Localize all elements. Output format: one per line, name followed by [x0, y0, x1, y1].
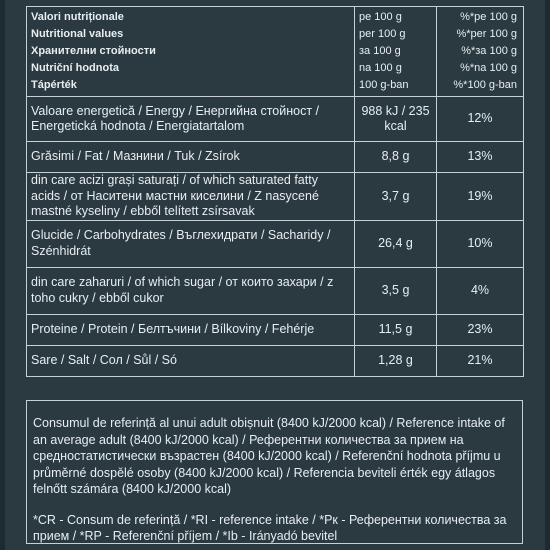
footnote-box — [26, 400, 523, 544]
nutrient-ri-protein: 23% — [437, 314, 524, 345]
nutrient-label-saturates: din care acizi grași saturați / of which saturated fatty acids / от Наситени мастни киселини / Z nasycené mastné kyseliny / ebből telített zsírsavak — [27, 173, 355, 221]
header-ri-hu: %*100 g-ban — [453, 79, 517, 91]
nutrient-ri-energy: 12% — [437, 97, 524, 142]
header-per-cz: na 100 g — [359, 62, 402, 74]
header-nutrient-names — [27, 7, 355, 97]
header-per-100g — [355, 7, 437, 97]
nutrient-value-carbohydrates: 26,4 g — [355, 220, 437, 267]
header-name-ro: Valori nutriționale — [31, 11, 124, 23]
header-per-ro: pe 100 g — [359, 11, 402, 23]
header-ri-cz: %*na 100 g — [460, 62, 517, 74]
header-name-hu: Tápérték — [31, 79, 77, 91]
nutrient-label-carbohydrates: Glucide / Carbohydrates / Въглехидрати / Sacharidy / Szénhidrát — [27, 220, 355, 267]
nutrient-ri-carbohydrates: 10% — [437, 220, 524, 267]
header-ri-en: %*per 100 g — [456, 28, 517, 40]
nutrient-ri-sugar: 4% — [437, 267, 524, 314]
table-row — [27, 142, 524, 173]
nutrient-ri-saturates: 19% — [437, 173, 524, 221]
header-per-en: per 100 g — [359, 28, 406, 40]
table-row — [27, 173, 524, 221]
header-per-bg: за 100 g — [359, 45, 401, 57]
header-name-bg: Хранителни стойности — [31, 45, 156, 57]
header-ri-bg: %*за 100 g — [461, 45, 517, 57]
header-name-cz: Nutriční hodnota — [31, 62, 119, 74]
table-row — [27, 220, 524, 267]
abbreviation-legend: *CR - Consum de referință / *RI - reference intake / *Рк - Референтни количества за прием / *RP - Referenční příjem / *Ib - Irányadó bevitel — [33, 512, 507, 543]
nutrient-label-energy: Valoare energetică / Energy / Енергийна стойност / Energetická hodnota / Energiatartalom — [27, 97, 355, 142]
nutrient-value-salt: 1,28 g — [355, 345, 437, 376]
nutrient-value-energy: 988 kJ / 235 kcal — [355, 97, 437, 142]
header-per-hu: 100 g-ban — [359, 79, 409, 91]
nutrition-table — [26, 6, 524, 377]
header-reference-intake — [437, 7, 524, 97]
nutrient-value-sugar: 3,5 g — [355, 267, 437, 314]
table-header-row — [27, 7, 524, 97]
nutrient-label-fat: Grăsimi / Fat / Мазнини / Tuk / Zsírok — [27, 142, 355, 173]
nutrient-value-protein: 11,5 g — [355, 314, 437, 345]
nutrient-label-protein: Proteine / Protein / Белтъчини / Bílkoviny / Fehérje — [27, 314, 355, 345]
nutrient-ri-fat: 13% — [437, 142, 524, 173]
table-row — [27, 314, 524, 345]
nutrient-ri-salt: 21% — [437, 345, 524, 376]
header-ri-ro: %*pe 100 g — [460, 11, 517, 23]
nutrient-label-salt: Sare / Salt / Сол / Sůl / Só — [27, 345, 355, 376]
nutrient-value-fat: 8,8 g — [355, 142, 437, 173]
table-row — [27, 97, 524, 142]
nutrient-label-sugar: din care zaharuri / of which sugar / от които захари / z toho cukry / ebből cukor — [27, 267, 355, 314]
reference-intake-note: Consumul de referință al unui adult obișnuit (8400 kJ/2000 kcal) / Reference intake of an average adult (8400 kJ/2000 kcal) / Референтни количества за прием на средностатистически възрастен (8400 kJ/2000 kcal) / Referenční hodnota příjmu u průměrné dospělé osoby (8400 kJ/2000 kcal) / Referencia beviteli érték egy átlagos felnőtt számára (8400 kJ/2000 kcal) — [33, 416, 505, 496]
header-name-en: Nutritional values — [31, 28, 124, 40]
table-row — [27, 267, 524, 314]
table-row — [27, 345, 524, 376]
nutrient-value-saturates: 3,7 g — [355, 173, 437, 221]
